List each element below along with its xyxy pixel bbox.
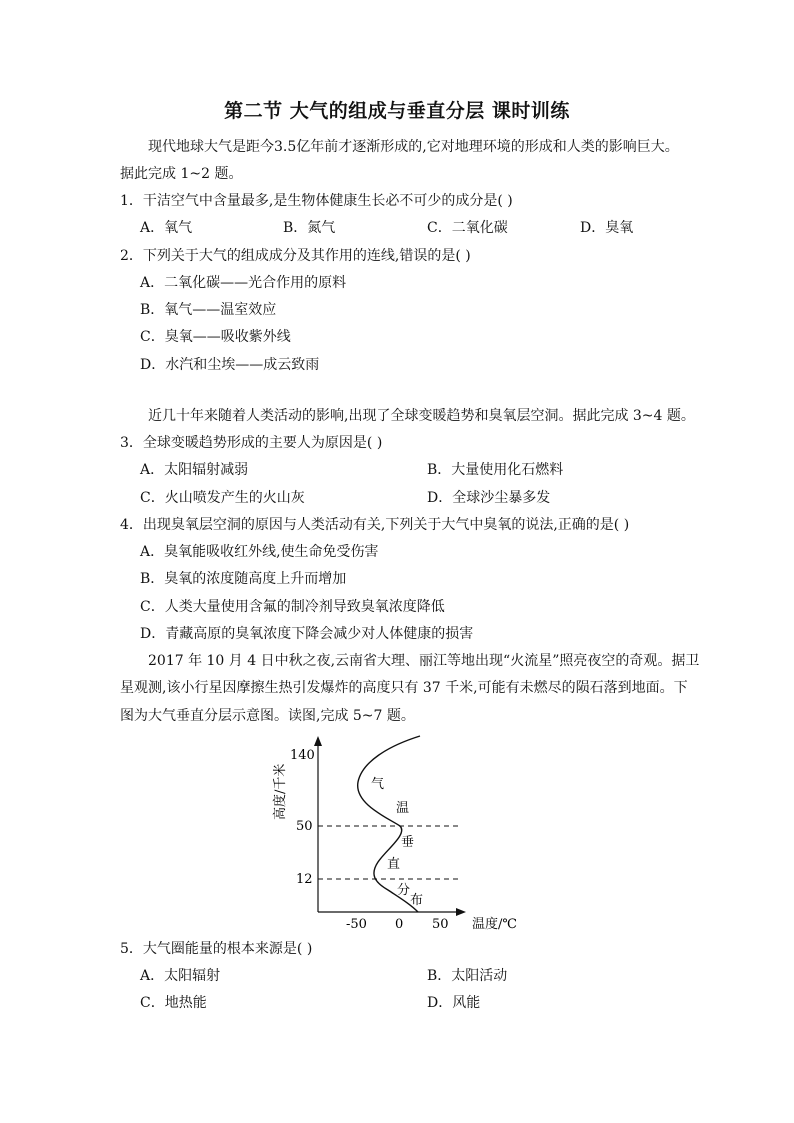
question-1-option-d: D．臭氧 [580, 220, 634, 236]
x-axis-arrow [456, 908, 466, 916]
question-5-option-c: C．地热能 [140, 995, 207, 1011]
intro-1-line-2: 据此完成 1~2 题。 [120, 166, 243, 182]
page-title: 第二节 大气的组成与垂直分层 课时训练 [224, 100, 570, 122]
y-tick-50: 50 [296, 819, 313, 834]
x-tick-50: 50 [432, 917, 449, 932]
y-axis-arrow [314, 736, 322, 746]
question-2-option-c: C．臭氧——吸收紫外线 [140, 329, 291, 345]
x-tick-0: 0 [395, 917, 404, 932]
question-4-option-c: C．人类大量使用含氟的制冷剂导致臭氧浓度降低 [140, 599, 445, 615]
question-3-option-a: A．太阳辐射减弱 [140, 462, 249, 478]
question-2-option-d: D．水汽和尘埃——成云致雨 [140, 357, 320, 373]
question-3-option-c: C．火山喷发产生的火山灰 [140, 490, 305, 506]
question-1-options [0, 218, 794, 238]
question-1-stem: 1．干洁空气中含量最多,是生物体健康生长必不可少的成分是( ) [120, 193, 513, 209]
question-5-option-d: D．风能 [427, 995, 481, 1011]
question-4-stem: 4．出现臭氧层空洞的原因与人类活动有关,下列关于大气中臭氧的说法,正确的是( ) [120, 517, 630, 533]
question-5-option-b: B．太阳活动 [427, 968, 508, 984]
question-3-option-d: D．全球沙尘暴多发 [427, 490, 551, 506]
curve-label-char-4: 直 [387, 857, 401, 872]
intro-1-line-1: 现代地球大气是距今3.5亿年前才逐渐形成的,它对地理环境的形成和人类的影响巨大。 [148, 139, 679, 155]
question-5-stem: 5．大气圈能量的根本来源是( ) [120, 941, 313, 957]
question-2-option-b: B．氧气——温室效应 [140, 302, 277, 318]
temperature-curve [358, 736, 420, 912]
atmosphere-vertical-structure-figure [260, 732, 530, 937]
question-1-option-b: B．氮气 [283, 220, 336, 236]
x-axis-label: 温度/℃ [472, 917, 517, 932]
intro-3-line-2: 星观测,该小行星因摩擦生热引发爆炸的高度只有 37 千米,可能有未燃尽的陨石落到地面。下 [120, 680, 688, 696]
question-3-option-b: B．大量使用化石燃料 [427, 462, 564, 478]
question-3-stem: 3．全球变暖趋势形成的主要人为原因是( ) [120, 435, 383, 451]
question-1-option-c: C．二氧化碳 [427, 220, 508, 236]
intro-3-line-1: 2017 年 10 月 4 日中秋之夜,云南省大理、丽江等地出现“火流星”照亮夜空的奇观。据卫 [148, 653, 700, 669]
curve-label-char-3: 垂 [401, 835, 415, 850]
curve-label-char-5: 分 [397, 883, 411, 898]
curve-label-char-2: 温 [396, 801, 410, 816]
question-4-option-d: D．青藏高原的臭氧浓度下降会减少对人体健康的损害 [140, 626, 474, 642]
question-4-option-a: A．臭氧能吸收红外线,使生命免受伤害 [140, 544, 379, 560]
y-tick-140: 140 [290, 748, 315, 763]
question-5-option-a: A．太阳辐射 [140, 968, 221, 984]
intro-3-line-3: 图为大气垂直分层示意图。读图,完成 5~7 题。 [120, 708, 415, 724]
curve-label-char-1: 气 [371, 777, 385, 792]
y-axis-label: 高度/千米 [273, 763, 288, 820]
question-1-option-a: A．氧气 [140, 220, 193, 236]
y-tick-12: 12 [296, 872, 313, 887]
question-2-option-a: A．二氧化碳——光合作用的原料 [140, 275, 347, 291]
curve-label-char-6: 布 [410, 893, 424, 908]
question-4-option-b: B．臭氧的浓度随高度上升而增加 [140, 571, 347, 587]
intro-2: 近几十年来随着人类活动的影响,出现了全球变暖趋势和臭氧层空洞。据此完成 3~4 题。 [148, 408, 695, 424]
question-2-stem: 2．下列关于大气的组成成分及其作用的连线,错误的是( ) [120, 248, 471, 264]
x-tick-minus-50: -50 [346, 917, 367, 932]
